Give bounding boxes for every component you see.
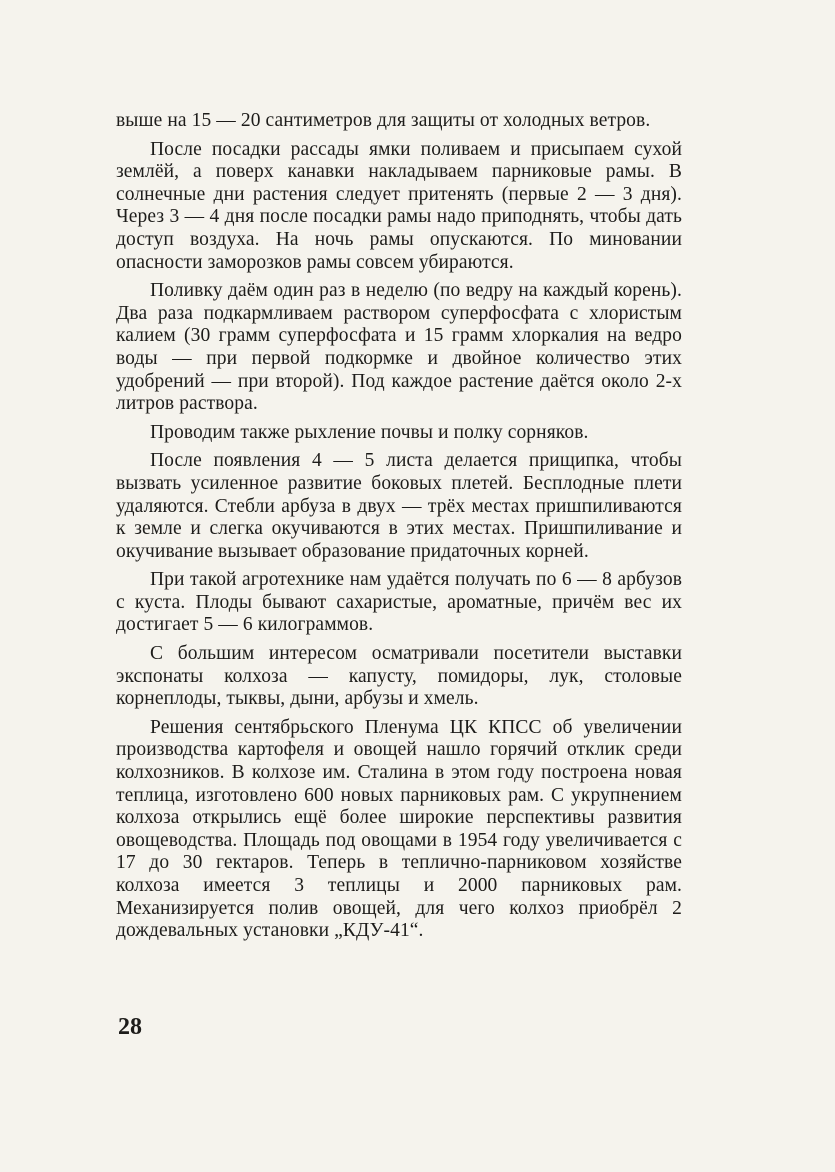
paragraph-6: При такой агротехнике нам удаётся получать по 6 — 8 арбузов с куста. Плоды бывают сахаристые, ароматные, причём вес их достигает 5 — 6 килограммов.	[116, 569, 682, 636]
paragraph-1: выше на 15 — 20 сантиметров для защиты от холодных ветров.	[116, 110, 651, 131]
paragraph-7: С большим интересом осматривали посетители выставки экспонаты колхоза — капусту, помидоры, лук, столовые корнеплоды, тыквы, дыни, арбузы и хмель.	[116, 643, 682, 710]
paragraph-3: Поливку даём один раз в неделю (по ведру на каждый корень). Два раза подкармливаем раствором суперфосфата с хлористым калием (30 грамм суперфосфата и 15 грамм хлоркалия на ведро воды — при первой подкормке и двойное количество этих удобрений — при второй). Под каждое растение даётся около 2-х литров раствора.	[116, 280, 682, 415]
body-text	[116, 110, 682, 949]
paragraph-2: После посадки рассады ямки поливаем и присыпаем сухой землёй, а поверх канавки накладываем парниковые рамы. В солнечные дни растения следует притенять (первые 2 — 3 дня). Через 3 — 4 дня после посадки рамы надо приподнять, чтобы дать доступ воздуха. На ночь рамы опускаются. По миновании опасности заморозков рамы совсем убираются.	[116, 138, 682, 273]
paragraph-8: Решения сентябрьского Пленума ЦК КПСС об увеличении производства картофеля и овощей нашло горячий отклик среди колхозников. В колхозе им. Сталина в этом году построена новая теплица, изготовлено 600 новых парниковых рам. С укрупнением колхоза открылись ещё более широкие перспективы развития овощеводства. Площадь под овощами в 1954 году увеличивается с 17 до 30 гектаров. Теперь в теплично-парниковом хозяйстве колхоза имеется 3 теплицы и 2000 парниковых рам. Механизируется полив овощей, для чего колхоз приобрёл 2 дождевальных установки „КДУ-41“.	[116, 716, 682, 942]
paragraph-4: Проводим также рыхление почвы и полку сорняков.	[150, 421, 589, 443]
page-number: 28	[118, 1014, 142, 1040]
paragraph-5: После появления 4 — 5 листа делается прищипка, чтобы вызвать усиленное развитие боковых плетей. Бесплодные плети удаляются. Стебли арбуза в двух — трёх местах пришпиливаются к земле и слегка окучиваются в этих местах. Пришпиливание и окучивание вызывает образование придаточных корней.	[116, 450, 682, 562]
